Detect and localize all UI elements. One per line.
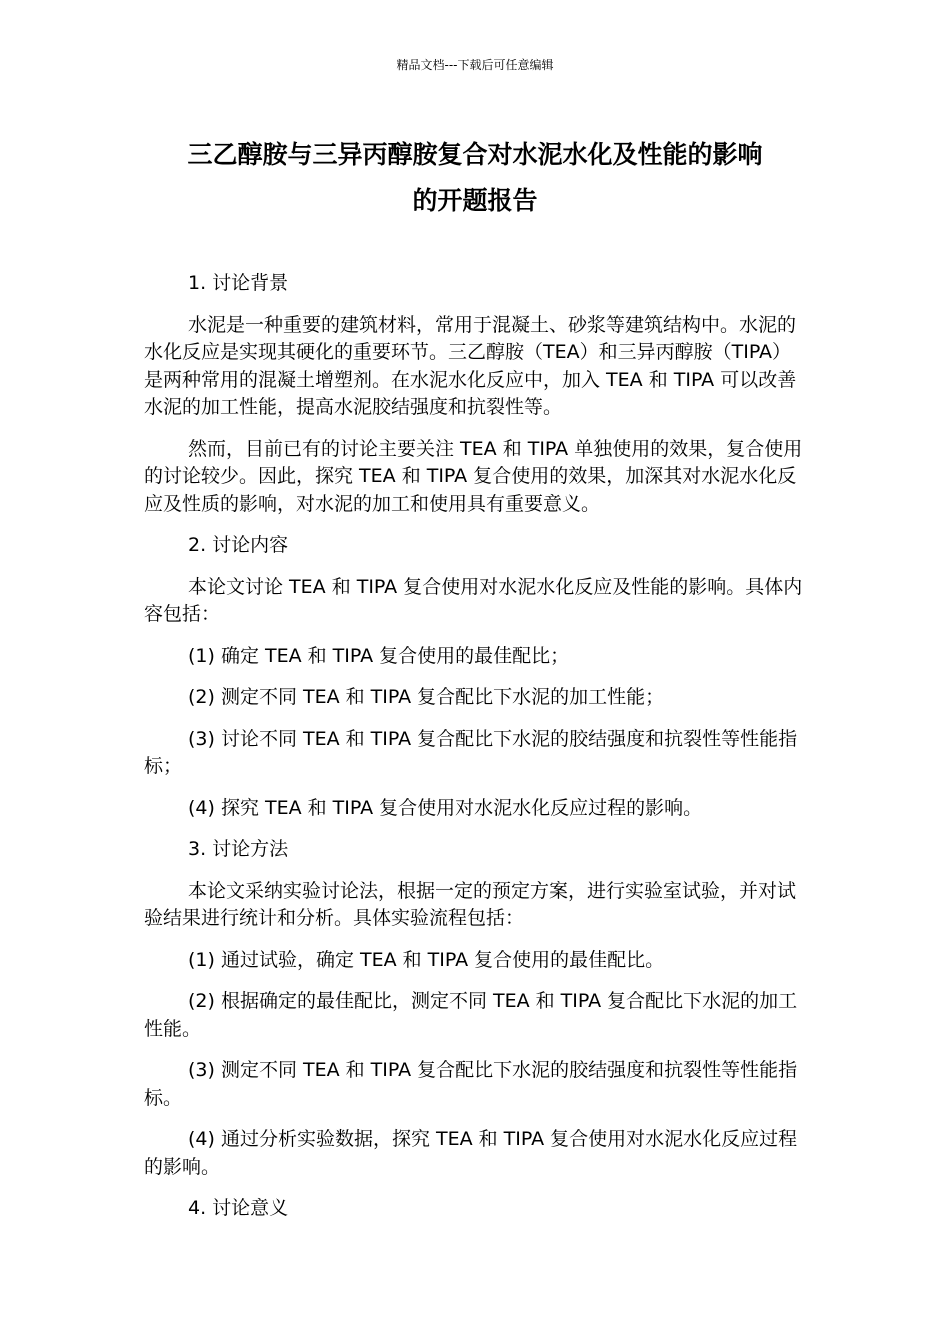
title-line-1: 三乙醇胺与三异丙醇胺复合对水泥水化及性能的影响 <box>187 140 763 169</box>
list-item-content-1: (1) 确定 TEA 和 TIPA 复合使用的最佳配比； <box>188 644 570 667</box>
page-header: 精品文档---下载后可任意编辑 <box>396 58 554 72</box>
document-title <box>120 132 830 224</box>
paragraph-content-intro: 本论文讨论 TEA 和 TIPA 复合使用对水泥水化反应及性能的影响。具体内容包括： <box>144 575 803 625</box>
paragraph-method-intro: 本论文采纳实验讨论法，根据一定的预定方案，进行实验室试验，并对试验结果进行统计和分析。具体实验流程包括： <box>144 879 797 929</box>
section-heading-content: 2. 讨论内容 <box>188 534 289 556</box>
title-line-2: 的开题报告 <box>412 186 538 215</box>
list-item-content-2: (2) 测定不同 TEA 和 TIPA 复合配比下水泥的加工性能； <box>188 686 665 708</box>
list-item-content-3: (3) 讨论不同 TEA 和 TIPA 复合配比下水泥的胶结强度和抗裂性等性能指标； <box>144 727 798 777</box>
section-heading-significance: 4. 讨论意义 <box>188 1197 289 1219</box>
list-item-method-1: (1) 通过试验，确定 TEA 和 TIPA 复合使用的最佳配比。 <box>188 948 665 971</box>
section-heading-method: 3. 讨论方法 <box>188 838 289 860</box>
list-item-method-4: (4) 通过分析实验数据，探究 TEA 和 TIPA 复合使用对水泥水化反应过程的影响。 <box>144 1128 798 1178</box>
paragraph-background-2: 然而，目前已有的讨论主要关注 TEA 和 TIPA 单独使用的效果，复合使用的讨论较少。因此，探究 TEA 和 TIPA 复合使用的效果，加深其对水泥水化反应及性质的影响，对水泥的加工和使用具有重要意义。 <box>144 437 803 515</box>
section-heading-background: 1. 讨论背景 <box>188 272 289 294</box>
list-item-content-4: (4) 探究 TEA 和 TIPA 复合使用对水泥水化反应过程的影响。 <box>188 796 703 819</box>
list-item-method-3: (3) 测定不同 TEA 和 TIPA 复合配比下水泥的胶结强度和抗裂性等性能指标。 <box>144 1059 798 1109</box>
paragraph-background-1: 水泥是一种重要的建筑材料，常用于混凝土、砂浆等建筑结构中。水泥的水化反应是实现其硬化的重要环节。三乙醇胺（TEA）和三异丙醇胺（TIPA）是两种常用的混凝土增塑剂。在水泥水化反应中，加入 TEA 和 TIPA 可以改善水泥的加工性能，提高水泥胶结强度和抗裂性等。 <box>144 313 797 418</box>
list-item-method-2: (2) 根据确定的最佳配比，测定不同 TEA 和 TIPA 复合配比下水泥的加工性能。 <box>144 990 798 1040</box>
document-body <box>144 270 808 1237</box>
